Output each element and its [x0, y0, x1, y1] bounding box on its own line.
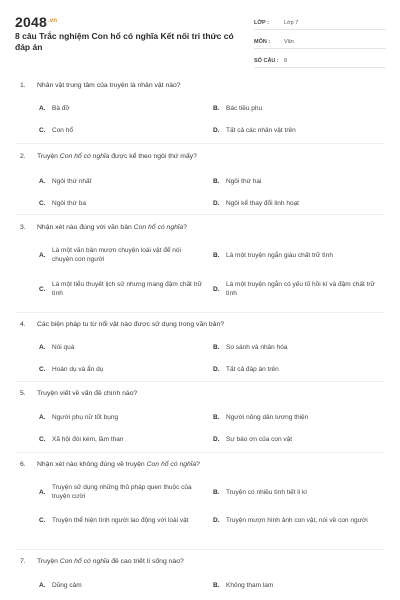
meta-info — [254, 13, 386, 70]
question-text: Truyện Con hổ có nghĩa đề cao triết lí sống nào? — [37, 558, 184, 565]
option-c[interactable] — [39, 280, 202, 298]
option-text: Ngôi kể thay đổi linh hoạt — [226, 200, 299, 207]
option-a[interactable] — [39, 343, 202, 352]
option-letter: C. — [39, 436, 46, 443]
option-c[interactable] — [39, 199, 202, 208]
option-text: Truyện sử dụng những thủ pháp quen thuộc của truyện cười — [52, 484, 192, 500]
document-title: 8 câu Trắc nghiệm Con hổ có nghĩa Kết nối tri thức có đáp án — [15, 31, 234, 52]
question-number: 6. — [20, 461, 26, 468]
option-text: Truyện thể hiện tình người lao động với loài vật — [52, 517, 189, 524]
option-letter: B. — [213, 252, 220, 259]
meta-key: LỚP : — [254, 20, 269, 26]
option-letter: B. — [213, 178, 220, 185]
meta-value: Văn — [284, 39, 294, 45]
option-a[interactable] — [39, 104, 202, 113]
divider — [15, 312, 385, 313]
option-letter: A. — [39, 251, 46, 259]
question-number: 3. — [20, 224, 26, 231]
option-letter: D. — [213, 200, 220, 207]
option-b[interactable] — [213, 488, 376, 497]
option-text: Hoán dụ và ẩn dụ — [52, 366, 104, 373]
option-letter: C. — [39, 366, 46, 373]
meta-row-count — [254, 51, 386, 68]
option-letter: C. — [39, 127, 46, 134]
option-letter: B. — [213, 582, 220, 589]
option-text: Ngôi thứ ba — [52, 200, 86, 207]
question-header — [20, 153, 380, 160]
option-d[interactable] — [213, 365, 376, 374]
option-d[interactable] — [213, 199, 376, 208]
question-text: Nhân vật trung tâm của truyện là nhân vật nào? — [37, 82, 181, 89]
option-text: Tất cả các nhân vật trên — [226, 127, 296, 134]
option-b[interactable] — [213, 413, 376, 422]
option-d[interactable] — [213, 280, 386, 298]
question-header — [20, 321, 380, 328]
question-number: 5. — [20, 390, 26, 397]
option-a[interactable] — [39, 483, 202, 501]
meta-row-subject — [254, 32, 386, 49]
site-logo[interactable] — [15, 14, 57, 30]
option-letter: A. — [39, 344, 46, 351]
meta-row-class — [254, 13, 386, 30]
question-text: Nhận xét nào đúng với văn bản Con hổ có nghĩa? — [37, 224, 187, 231]
question-number: 7. — [20, 558, 26, 565]
option-text: Nói quá — [52, 344, 75, 351]
question-header — [20, 461, 380, 468]
question-header — [20, 390, 380, 397]
question-header — [20, 224, 380, 231]
option-a[interactable] — [39, 177, 202, 186]
option-letter: A. — [39, 582, 46, 589]
option-letter: B. — [213, 414, 220, 421]
option-text: Tất cả đáp án trên — [226, 366, 279, 373]
option-letter: A. — [39, 105, 46, 112]
option-letter: A. — [39, 414, 46, 421]
option-letter: D. — [213, 285, 220, 293]
option-c[interactable] — [39, 126, 202, 135]
option-text: Sự báo ơn của con vật — [226, 436, 293, 443]
option-b[interactable] — [213, 581, 376, 590]
option-c[interactable] — [39, 365, 202, 374]
option-letter: B. — [213, 489, 220, 496]
option-letter: D. — [213, 127, 220, 134]
option-d[interactable] — [213, 435, 376, 444]
option-text: Là một truyện ngắn giàu chất trữ tình — [226, 252, 333, 259]
option-c[interactable] — [39, 516, 202, 525]
divider — [15, 452, 385, 453]
option-letter: D. — [213, 517, 220, 524]
option-text: Là một truyện ngắn có yếu tố hồi kí và đậm chất trữ tình — [226, 281, 375, 297]
logo-suffix: .vn — [47, 18, 58, 24]
logo-text: 2048 — [15, 14, 47, 30]
divider — [15, 381, 385, 382]
option-text: Người nông dân lương thiện — [226, 414, 309, 421]
option-b[interactable] — [213, 343, 376, 352]
question-text: Các biện pháp tu từ nổi vật nào được sử dụng trong văn bản? — [37, 321, 225, 328]
option-text: Truyện có nhiều tình tiết li kì — [226, 489, 308, 496]
option-text: Không tham lam — [226, 582, 274, 589]
option-text: Người phụ nữ tốt bụng — [52, 414, 119, 421]
meta-key: SỐ CÂU : — [254, 58, 279, 64]
question-header — [20, 82, 380, 89]
option-letter: D. — [213, 436, 220, 443]
option-text: Dũng cảm — [52, 582, 82, 589]
question-number: 2. — [20, 153, 26, 160]
option-d[interactable] — [213, 516, 386, 525]
option-text: Xã hội đói kém, lầm than — [52, 436, 124, 443]
option-a[interactable] — [39, 581, 202, 590]
option-text: Bà đỡ — [52, 105, 70, 112]
option-text: Truyện mượn hình ảnh con vật, nói về con người — [226, 517, 368, 524]
option-b[interactable] — [213, 104, 376, 113]
divider — [15, 214, 385, 215]
option-text: Ngôi thứ nhất — [52, 178, 92, 185]
divider — [15, 549, 385, 550]
option-text: Bác tiều phu — [226, 105, 263, 112]
option-letter: B. — [213, 105, 220, 112]
question-text: Truyện viết về vấn đề chính nào? — [37, 390, 138, 397]
option-letter: B. — [213, 344, 220, 351]
option-b[interactable] — [213, 251, 394, 260]
option-a[interactable] — [39, 413, 202, 422]
option-text: Con hổ — [52, 127, 73, 134]
meta-key: MÔN : — [254, 39, 271, 45]
option-text: Là một văn bản mượn chuyện loài vật để nói chuyện con người — [52, 247, 181, 263]
question-text: Nhận xét nào không đúng về truyện Con hổ có nghĩa? — [37, 461, 200, 468]
option-text: So sánh và nhân hóa — [226, 344, 288, 351]
question-number: 4. — [20, 321, 26, 328]
option-letter: D. — [213, 366, 220, 373]
option-b[interactable] — [213, 177, 376, 186]
option-text: Ngôi thứ hai — [226, 178, 262, 185]
meta-value: 8 — [284, 58, 288, 64]
question-header — [20, 558, 380, 565]
header — [0, 0, 400, 70]
option-d[interactable] — [213, 126, 376, 135]
option-c[interactable] — [39, 435, 202, 444]
option-a[interactable] — [39, 246, 202, 264]
option-letter: C. — [39, 200, 46, 207]
option-letter: C. — [39, 517, 46, 524]
option-letter: A. — [39, 488, 46, 496]
question-number: 1. — [20, 82, 26, 89]
meta-value: Lớp 7 — [284, 20, 299, 26]
divider — [15, 143, 385, 144]
option-letter: A. — [39, 178, 46, 185]
option-text: Là một tiểu thuyết lịch sử nhưng mang đậm chất trữ tình — [52, 281, 202, 297]
option-letter: C. — [39, 285, 46, 293]
question-text: Truyện Con hổ có nghĩa được kể theo ngôi thứ mấy? — [37, 153, 197, 160]
